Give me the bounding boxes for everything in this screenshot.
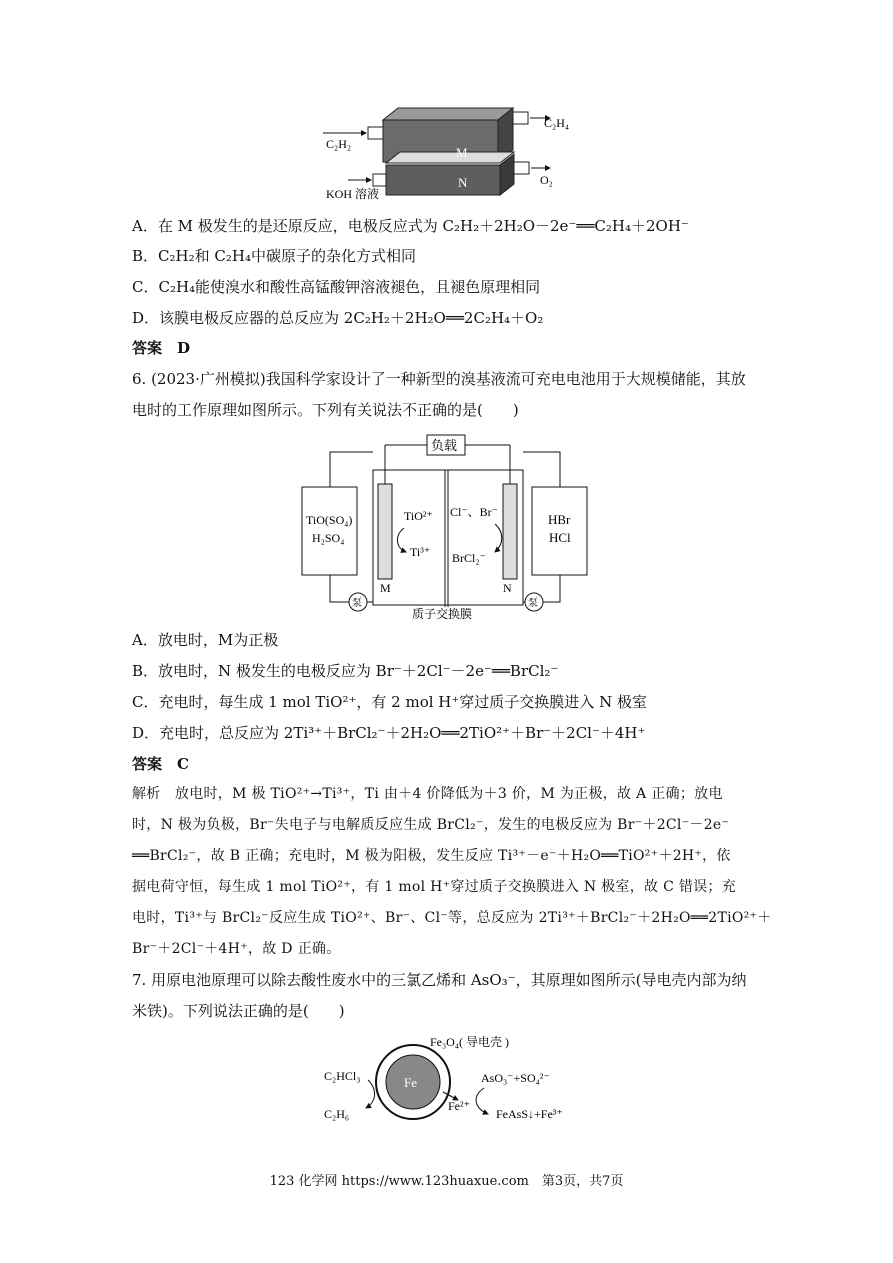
aso-label: AsO₃⁻+SO₄²⁻ xyxy=(481,1071,550,1085)
electrode-m-label: M xyxy=(380,581,391,595)
q6-answer: 答案 C xyxy=(132,755,189,773)
pump-left-label: 泵 xyxy=(352,598,362,609)
q6-option-a: A．放电时，M为正极 xyxy=(132,631,279,649)
electrode-n-label: N xyxy=(503,581,512,595)
pump-right-label: 泵 xyxy=(528,598,538,609)
left-tank-line1: TiO(SO₄) xyxy=(306,513,353,527)
q5-option-a: A．在 M 极发生的是还原反应，电极反应式为 C₂H₂＋2H₂O－2e⁻══C₂H₄＋2OH⁻ xyxy=(132,217,689,235)
q7-stem-line1: 7. 用原电池原理可以除去酸性废水中的三氯乙烯和 AsO₃⁻，其原理如图所示(导电壳内部为纳 xyxy=(132,971,747,989)
c2h2-label: C₂H₂ xyxy=(326,137,352,151)
q6-option-c: C．充电时，每生成 1 mol TiO²⁺，有 2 mol H⁺穿过质子交换膜进入 N 极室 xyxy=(132,693,647,711)
feass-label: FeAsS↓+Fe³⁺ xyxy=(496,1107,563,1121)
left-tank-line2: H₂SO₄ xyxy=(312,531,345,545)
q6-stem-line2: 电时的工作原理如图所示。下列有关说法不正确的是( ) xyxy=(132,401,519,419)
flow-battery-figure xyxy=(300,432,595,622)
q6-option-b: B．放电时，N 极发生的电极反应为 Br⁻＋2Cl⁻－2e⁻══BrCl₂⁻ xyxy=(132,662,559,680)
load-label: 负载 xyxy=(431,438,458,453)
cl-br-label: Cl⁻、Br⁻ xyxy=(450,505,499,519)
q6-explanation-line3: ══BrCl₂⁻，故 B 正确；充电时，M 极为阳极，发生反应 Ti³⁺－e⁻＋H₂O══TiO²⁺＋2H⁺，依 xyxy=(132,848,731,864)
brcl-label: BrCl₂⁻ xyxy=(452,551,486,565)
q6-stem-line1: 6. (2023·广州模拟)我国科学家设计了一种新型的溴基液流可充电电池用于大规模储能，其放 xyxy=(132,370,746,388)
koh-label: KOH 溶液 xyxy=(326,187,379,201)
fe-label: Fe xyxy=(404,1075,417,1090)
right-tank-line2: HCl xyxy=(549,530,571,545)
c2hcl3-label: C₂HCl₃ xyxy=(324,1069,361,1083)
q5-option-d: D．该膜电极反应器的总反应为 2C₂H₂＋2H₂O══2C₂H₄＋O₂ xyxy=(132,309,544,327)
membrane-label: 质子交换膜 xyxy=(412,607,473,621)
right-tank-line1: HBr xyxy=(548,512,571,527)
o2-label: O₂ xyxy=(540,173,553,187)
q6-option-d: D．充电时，总反应为 2Ti³⁺＋BrCl₂⁻＋2H₂O══2TiO²⁺＋Br⁻＋2Cl⁻＋4H⁺ xyxy=(132,724,646,742)
q6-explanation-line5: 电时，Ti³⁺与 BrCl₂⁻反应生成 TiO²⁺、Br⁻、Cl⁻等，总反应为 2Ti³⁺＋BrCl₂⁻＋2H₂O══2TiO²⁺＋ xyxy=(132,910,772,926)
ti-label: Ti³⁺ xyxy=(410,545,431,559)
q7-stem-line2: 米铁)。下列说法正确的是( ) xyxy=(132,1002,345,1020)
page-footer: 123 化学网 https://www.123huaxue.com 第3页，共7页 xyxy=(269,1174,624,1189)
q6-explanation-line1: 解析 放电时，M 极 TiO²⁺→Ti³⁺，Ti 由＋4 价降低为＋3 价，M 为正极，故 A 正确；放电 xyxy=(132,786,723,802)
fe2-label: Fe²⁺ xyxy=(448,1099,470,1113)
tio-label: TiO²⁺ xyxy=(404,509,433,523)
n-label: N xyxy=(458,175,468,190)
nano-iron-figure xyxy=(318,1030,598,1130)
q5-option-b: B．C₂H₂和 C₂H₄中碳原子的杂化方式相同 xyxy=(132,247,416,265)
q6-explanation-line6: Br⁻＋2Cl⁻＋4H⁺，故 D 正确。 xyxy=(132,941,341,957)
q5-option-c: C．C₂H₄能使溴水和酸性高锰酸钾溶液褪色，且褪色原理相同 xyxy=(132,278,541,296)
reactor-figure xyxy=(318,100,588,210)
c2h6-label: C₂H₆ xyxy=(324,1107,350,1121)
m-label: M xyxy=(456,145,468,160)
c2h4-label: C₂H₄ xyxy=(544,116,570,130)
q6-explanation-line4: 据电荷守恒，每生成 1 mol TiO²⁺，有 1 mol H⁺穿过质子交换膜进入 N 极室，故 C 错误；充 xyxy=(132,879,737,895)
shell-label: Fe₃O₄( 导电壳 ) xyxy=(430,1035,510,1049)
q5-answer: 答案 D xyxy=(132,339,191,357)
q6-explanation-line2: 时，N 极为负极，Br⁻失电子与电解质反应生成 BrCl₂⁻，发生的电极反应为 Br⁻＋2Cl⁻－2e⁻ xyxy=(132,817,730,833)
